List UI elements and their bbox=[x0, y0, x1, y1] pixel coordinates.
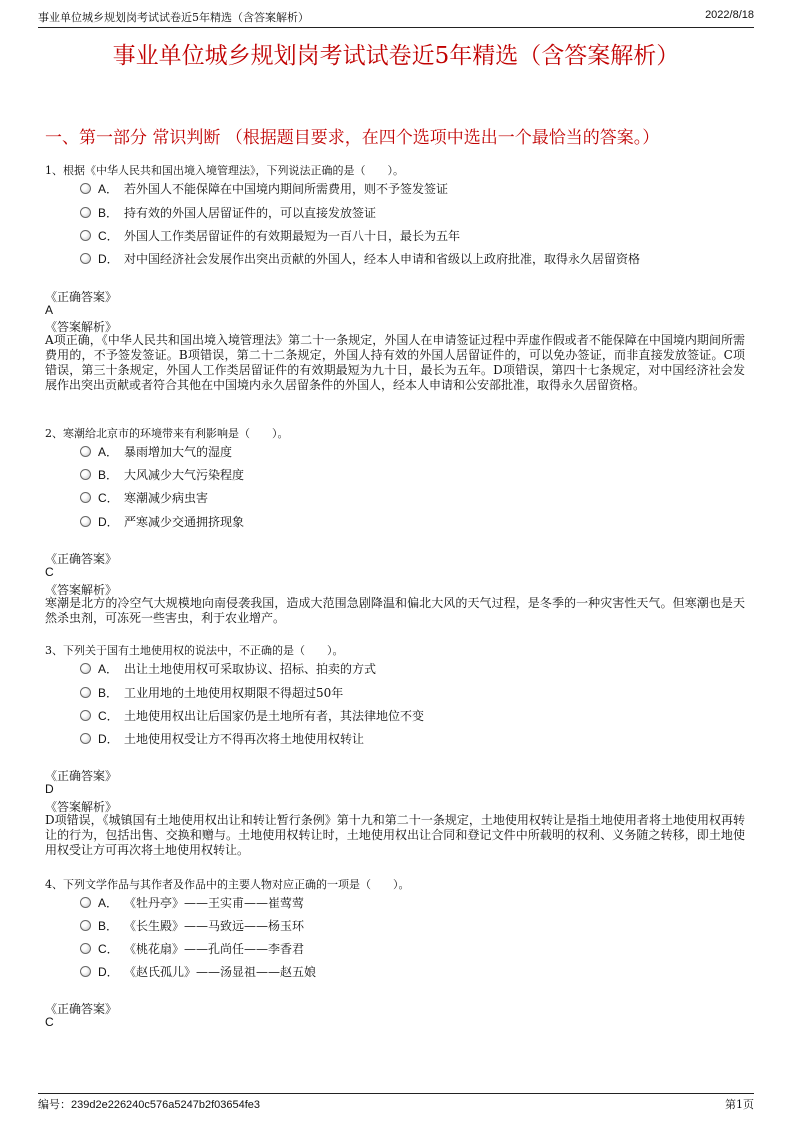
radio-icon[interactable] bbox=[80, 516, 91, 527]
option-text: 暴雨增加大气的湿度 bbox=[124, 445, 233, 459]
option-d[interactable]: D． 土地使用权受让方不得再次将土地使用权转让 bbox=[80, 730, 364, 747]
option-d[interactable]: D． 对中国经济社会发展作出突出贡献的外国人，经本人申请和省级以上政府批准，取得永久居留资格 bbox=[80, 250, 640, 267]
option-text: 土地使用权出让后国家仍是土地所有者，其法律地位不变 bbox=[124, 709, 425, 723]
radio-icon[interactable] bbox=[80, 446, 91, 457]
header-doc-title: 事业单位城乡规划岗考试试卷近5年精选（含答案解析） bbox=[38, 11, 309, 24]
analysis-text: D项错误，《城镇国有土地使用权出让和转让暂行条例》第十九和第二十一条规定，土地使用权转让是指土地使用者将土地使用权再转让的行为，包括出售、交换和赠与。土地使用权转让时，土地使用权出让合同和登记文件中所载明的权利、义务随之转移，即土地使用权受让方可再次将土地使用权转让。 bbox=[45, 813, 745, 857]
option-c[interactable]: C． 土地使用权出让后国家仍是土地所有者，其法律地位不变 bbox=[80, 707, 424, 724]
page-header bbox=[38, 9, 754, 25]
option-text: 寒潮减少病虫害 bbox=[124, 491, 209, 505]
option-text: 《长生殿》——马致远——杨玉环 bbox=[124, 919, 305, 933]
option-text: 《牡丹亭》——王实甫——崔莺莺 bbox=[124, 896, 305, 910]
option-b[interactable]: B． 持有效的外国人居留证件的，可以直接发放签证 bbox=[80, 204, 376, 221]
radio-icon[interactable] bbox=[80, 710, 91, 721]
option-text: 持有效的外国人居留证件的，可以直接发放签证 bbox=[124, 206, 377, 220]
option-text: 外国人工作类居留证件的有效期最短为一百八十日，最长为五年 bbox=[124, 229, 461, 243]
option-text: 土地使用权受让方不得再次将土地使用权转让 bbox=[124, 732, 365, 746]
answer-value: A bbox=[45, 303, 54, 317]
radio-icon[interactable] bbox=[80, 733, 91, 744]
option-a[interactable]: A． 出让土地使用权可采取协议、招标、拍卖的方式 bbox=[80, 660, 376, 677]
option-text: 出让土地使用权可采取协议、招标、拍卖的方式 bbox=[124, 662, 377, 676]
option-text: 大风减少大气污染程度 bbox=[124, 468, 245, 482]
radio-icon[interactable] bbox=[80, 253, 91, 264]
question-stem: 4、下列文学作品与其作者及作品中的主要人物对应正确的一项是（ ）。 bbox=[45, 878, 410, 891]
answer-heading: 《正确答案》 bbox=[45, 1002, 118, 1016]
answer-value: C bbox=[45, 565, 54, 579]
option-text: 《赵氏孤儿》——汤显祖——赵五娘 bbox=[124, 965, 317, 979]
analysis-text: 寒潮是北方的冷空气大规模地向南侵袭我国，造成大范围急剧降温和偏北大风的天气过程，是冬季的一种灾害性天气。但寒潮也是天然杀虫剂，可冻死一些害虫，利于农业增产。 bbox=[45, 596, 745, 625]
option-b[interactable]: B． 工业用地的土地使用权期限不得超过50年 bbox=[80, 684, 343, 701]
analysis-heading: 《答案解析》 bbox=[45, 583, 118, 597]
option-text: 对中国经济社会发展作出突出贡献的外国人，经本人申请和省级以上政府批准，取得永久居留资格 bbox=[124, 252, 641, 266]
radio-icon[interactable] bbox=[80, 492, 91, 503]
header-date: 2022/8/18 bbox=[705, 9, 754, 21]
document-title: 事业单位城乡规划岗考试试卷近5年精选（含答案解析） bbox=[112, 43, 680, 69]
option-text: 若外国人不能保障在中国境内期间所需费用，则不予签发签证 bbox=[124, 182, 449, 196]
section-heading: 一、第一部分 常识判断 （根据题目要求，在四个选项中选出一个最恰当的答案。） bbox=[45, 128, 660, 148]
option-d[interactable]: D． 严寒减少交通拥挤现象 bbox=[80, 513, 244, 530]
page-footer bbox=[38, 1096, 754, 1110]
option-b[interactable]: B． 大风减少大气污染程度 bbox=[80, 466, 244, 483]
option-d[interactable]: D． 《赵氏孤儿》——汤显祖——赵五娘 bbox=[80, 963, 316, 980]
option-text: 工业用地的土地使用权期限不得超过50年 bbox=[124, 686, 344, 700]
radio-icon[interactable] bbox=[80, 687, 91, 698]
radio-icon[interactable] bbox=[80, 230, 91, 241]
option-a[interactable]: A． 暴雨增加大气的湿度 bbox=[80, 443, 232, 460]
radio-icon[interactable] bbox=[80, 207, 91, 218]
option-c[interactable]: C． 外国人工作类居留证件的有效期最短为一百八十日，最长为五年 bbox=[80, 227, 460, 244]
option-b[interactable]: B． 《长生殿》——马致远——杨玉环 bbox=[80, 917, 304, 934]
radio-icon[interactable] bbox=[80, 966, 91, 977]
option-text: 严寒减少交通拥挤现象 bbox=[124, 515, 245, 529]
document-code: 编号：239d2e226240c576a5247b2f03654fe3 bbox=[38, 1099, 261, 1111]
option-text: 《桃花扇》——孔尚任——李香君 bbox=[124, 942, 305, 956]
header-divider bbox=[38, 27, 754, 28]
option-c[interactable]: C． 寒潮减少病虫害 bbox=[80, 489, 208, 506]
analysis-heading: 《答案解析》 bbox=[45, 800, 118, 814]
radio-icon[interactable] bbox=[80, 183, 91, 194]
answer-heading: 《正确答案》 bbox=[45, 290, 118, 304]
answer-heading: 《正确答案》 bbox=[45, 769, 118, 783]
radio-icon[interactable] bbox=[80, 943, 91, 954]
option-a[interactable]: A． 若外国人不能保障在中国境内期间所需费用，则不予签发签证 bbox=[80, 180, 448, 197]
question-stem: 3、下列关于国有土地使用权的说法中，不正确的是（ ）。 bbox=[45, 644, 344, 657]
question-stem: 1、根据《中华人民共和国出境入境管理法》，下列说法正确的是（ ）。 bbox=[45, 164, 404, 177]
analysis-heading: 《答案解析》 bbox=[45, 320, 118, 334]
answer-value: C bbox=[45, 1015, 54, 1029]
radio-icon[interactable] bbox=[80, 469, 91, 480]
footer-divider bbox=[38, 1093, 754, 1094]
option-a[interactable]: A． 《牡丹亭》——王实甫——崔莺莺 bbox=[80, 894, 304, 911]
answer-heading: 《正确答案》 bbox=[45, 552, 118, 566]
page-number: 第1页 bbox=[725, 1098, 754, 1111]
answer-value: D bbox=[45, 782, 54, 796]
radio-icon[interactable] bbox=[80, 920, 91, 931]
question-stem: 2、寒潮给北京市的环境带来有利影响是（ ）。 bbox=[45, 427, 289, 440]
radio-icon[interactable] bbox=[80, 663, 91, 674]
radio-icon[interactable] bbox=[80, 897, 91, 908]
option-c[interactable]: C． 《桃花扇》——孔尚任——李香君 bbox=[80, 940, 304, 957]
analysis-text: A项正确，《中华人民共和国出境入境管理法》第二十一条规定，外国人在申请签证过程中弄虚作假或者不能保障在中国境内期间所需费用的，不予签发签证。B项错误，第二十二条规定，外国人持有效的外国人居留证件的，可以免办签证，而非直接发放签证。C项错误，第三十条规定，外国人工作类居留证件的有效期最短为九十日，最长为五年。D项错误，第四十七条规定，对中国经济社会发展作出突出贡献或者符合其他在中国境内永久居留条件的外国人，经本人申请和公安部批准，取得永久居留资格。 bbox=[45, 333, 745, 392]
